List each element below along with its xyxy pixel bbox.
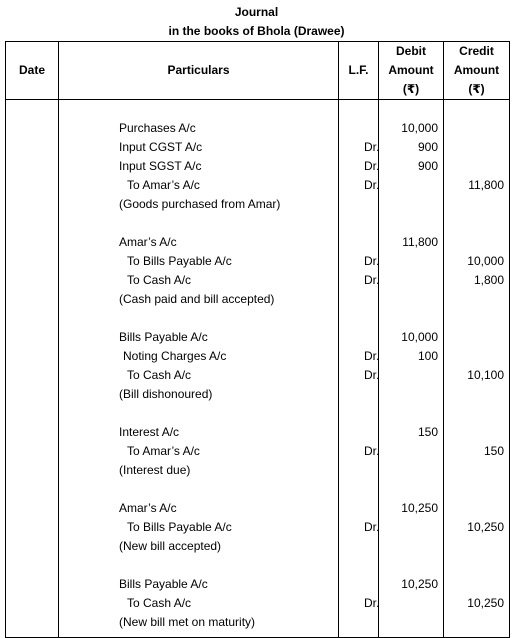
debit-amount [379, 176, 443, 195]
debit-amount [379, 366, 443, 385]
debit-spacer [379, 537, 443, 556]
journal-line [59, 366, 338, 385]
credit-amount: 10,100 [467, 368, 504, 382]
credit-amount [444, 119, 509, 138]
journal-line [59, 594, 338, 613]
debit-header-line-2: Amount [388, 63, 434, 77]
debit-spacer [379, 613, 443, 632]
credit-amount [444, 499, 509, 518]
credit-amount: 11,800 [468, 178, 504, 192]
debit-spacer [379, 195, 443, 214]
account-name: To Bills Payable A/c [127, 254, 232, 268]
account-name: Bills Payable A/c [119, 577, 208, 591]
debit-amount: 150 [417, 425, 438, 439]
header-row [6, 42, 510, 100]
date-header: Date [6, 42, 59, 100]
credit-amount: 150 [483, 444, 504, 458]
credit-amount [444, 138, 509, 157]
credit-spacer [444, 537, 509, 556]
debit-spacer [379, 461, 443, 480]
credit-amount [444, 157, 509, 176]
narration: (New bill accepted) [119, 539, 222, 553]
lf-header: L.F. [339, 42, 379, 100]
debit-spacer [379, 290, 443, 309]
credit-amount [444, 233, 509, 252]
credit-amount [444, 347, 509, 366]
debit-amount [379, 442, 443, 461]
dr-marker: Dr. [364, 178, 380, 192]
dr-marker: Dr. [364, 596, 380, 610]
debit-amount [379, 594, 443, 613]
debit-amount: 10,250 [401, 577, 438, 591]
credit-amount [444, 423, 509, 442]
debit-header-line-3: (₹) [402, 82, 420, 96]
credit-column [444, 100, 510, 638]
dr-marker: Dr. [364, 349, 380, 363]
debit-header [379, 42, 444, 100]
journal-title: Journal [234, 5, 279, 19]
account-name: Amar’s A/c [119, 235, 177, 249]
particulars-header: Particulars [59, 42, 339, 100]
debit-spacer [379, 385, 443, 404]
debit-amount: 10,000 [401, 121, 438, 135]
account-name: Input SGST A/c [119, 159, 202, 173]
account-name: To Cash A/c [127, 368, 192, 382]
lf-column [339, 100, 379, 638]
credit-header-line-2: Amount [453, 63, 500, 77]
credit-amount: 10,250 [467, 520, 504, 534]
credit-header [444, 42, 510, 100]
narration: (Interest due) [119, 463, 191, 477]
journal-line [59, 271, 338, 290]
credit-amount [444, 328, 509, 347]
account-name: To Cash A/c [127, 273, 192, 287]
credit-amount: 10,000 [467, 254, 504, 268]
journal-subtitle: in the books of Bhola (Drawee) [168, 24, 345, 38]
debit-amount: 100 [417, 349, 438, 363]
journal-table [5, 41, 510, 638]
dr-marker: Dr. [364, 444, 380, 458]
account-name: Amar’s A/c [119, 501, 177, 515]
credit-spacer [444, 195, 509, 214]
debit-amount: 900 [417, 140, 438, 154]
account-name: Noting Charges A/c [123, 349, 227, 363]
debit-column [379, 100, 444, 638]
dr-marker: Dr. [364, 520, 380, 534]
credit-amount: 1,800 [473, 273, 504, 287]
credit-spacer [444, 290, 509, 309]
account-name: Input CGST A/c [119, 140, 203, 154]
dr-marker: Dr. [364, 159, 380, 173]
debit-amount: 10,250 [401, 501, 438, 515]
debit-header-line-1: Debit [396, 44, 426, 58]
dr-marker: Dr. [364, 254, 380, 268]
debit-amount [379, 252, 443, 271]
account-name: To Cash A/c [127, 596, 192, 610]
account-name: Purchases A/c [119, 121, 196, 135]
account-name: To Amar’s A/c [127, 178, 200, 192]
dr-marker: Dr. [364, 273, 380, 287]
narration: (Goods purchased from Amar) [119, 197, 281, 211]
journal-line [59, 518, 338, 537]
account-name: To Amar’s A/c [127, 444, 200, 458]
account-name: Bills Payable A/c [119, 330, 208, 344]
credit-header-line-1: Credit [459, 44, 494, 58]
credit-spacer [444, 385, 509, 404]
debit-amount: 11,800 [402, 235, 438, 249]
date-column [6, 100, 59, 638]
debit-amount: 10,000 [401, 330, 438, 344]
dr-marker: Dr. [364, 368, 380, 382]
credit-amount: 10,250 [467, 596, 504, 610]
account-name: To Bills Payable A/c [127, 520, 232, 534]
narration: (Cash paid and bill accepted) [119, 292, 275, 306]
debit-amount: 900 [417, 159, 438, 173]
debit-amount [379, 271, 443, 290]
particulars-column [59, 100, 380, 638]
journal-line [59, 442, 338, 461]
debit-amount [379, 518, 443, 537]
journal-body-row [6, 100, 510, 638]
narration: (Bill dishonoured) [119, 387, 213, 401]
credit-amount [444, 575, 509, 594]
dr-marker: Dr. [364, 140, 380, 154]
account-name: Interest A/c [119, 425, 180, 439]
narration: (New bill met on maturity) [119, 615, 256, 629]
credit-spacer [444, 613, 509, 632]
credit-header-line-3: (₹) [468, 82, 485, 96]
credit-spacer [444, 461, 509, 480]
journal-line [59, 176, 338, 195]
